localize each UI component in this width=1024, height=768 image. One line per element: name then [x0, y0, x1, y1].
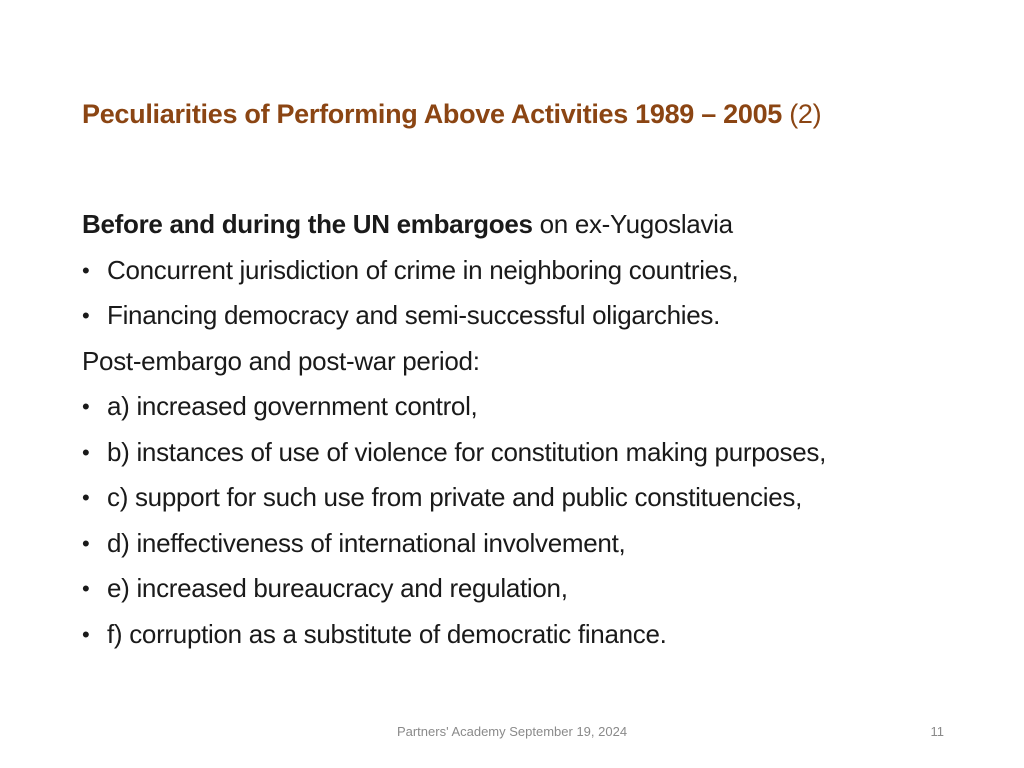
- bullet-icon: •: [82, 621, 90, 647]
- list-item: [82, 521, 982, 567]
- slide-body: [82, 202, 982, 657]
- list-item-text: Concurrent jurisdiction of crime in neighboring countries,: [107, 254, 739, 285]
- list-item: [82, 384, 982, 430]
- list-item-text: Financing democracy and semi-successful oligarchies.: [107, 300, 721, 330]
- title-part-number: (2): [789, 99, 822, 129]
- list-item: [82, 248, 982, 294]
- section-heading-post-war: Post-embargo and post-war period:: [82, 345, 480, 376]
- section-heading-rest: on ex-Yugoslavia: [539, 209, 733, 239]
- list-item-text: c) support for such use from private and public constituencies,: [107, 482, 803, 512]
- slide-title: [82, 96, 821, 132]
- list-item-text: e) increased bureaucracy and regulation,: [107, 573, 568, 603]
- list-item-text: f) corruption as a substitute of democratic finance.: [107, 618, 667, 649]
- footer-text: Partners' Academy September 19, 2024: [396, 724, 628, 739]
- bullet-icon: •: [82, 576, 90, 601]
- list-item: [82, 430, 982, 476]
- list-item: [82, 612, 982, 658]
- page-number: 11: [930, 724, 944, 739]
- bullet-icon: •: [82, 303, 90, 328]
- bullet-icon: •: [82, 394, 90, 419]
- section-heading-embargo: [82, 202, 982, 248]
- list-item: [82, 566, 982, 612]
- bullet-icon: •: [82, 485, 90, 510]
- list-item-text: b) instances of use of violence for constitution making purposes,: [107, 436, 827, 467]
- bullet-icon: •: [82, 257, 90, 283]
- title-main: Peculiarities of Performing Above Activities 1989 – 2005: [82, 99, 783, 129]
- list-item: [82, 475, 982, 521]
- bullet-icon: •: [82, 530, 90, 556]
- list-item-text: a) increased government control,: [107, 391, 478, 421]
- bullet-icon: •: [82, 439, 90, 465]
- section-heading-bold: Before and during the UN embargoes: [82, 209, 533, 239]
- list-item-text: d) ineffectiveness of international involvement,: [107, 527, 626, 558]
- list-item: [82, 293, 982, 339]
